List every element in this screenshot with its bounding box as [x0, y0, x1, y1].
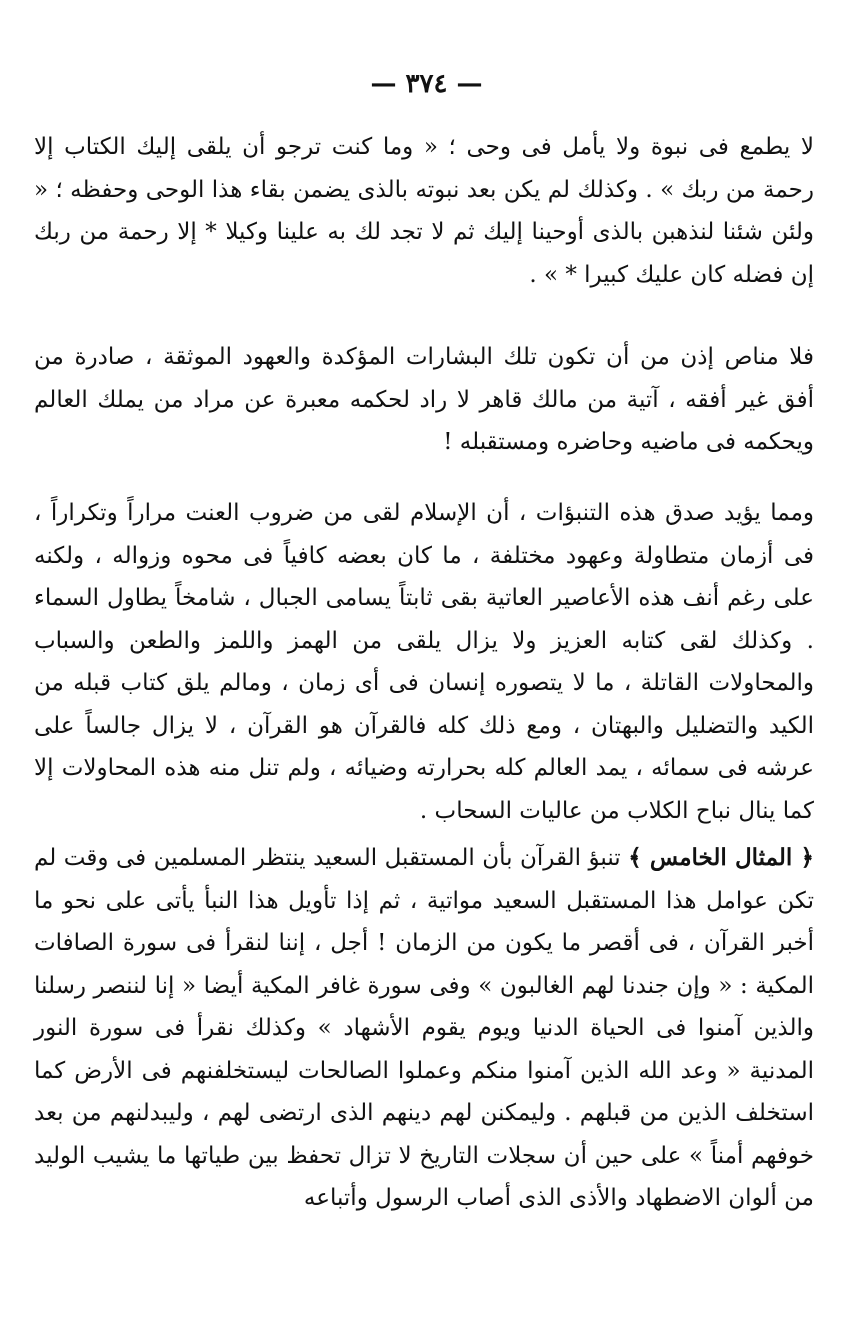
paragraph-1: لا يطمع فى نبوة ولا يأمل فى وحى ؛ « وما كنت ترجو أن يلقى إليك الكتاب إلا رحمة من ربك » . وكذلك لم يكن بعد نبوته بالذى يضمن بقاء هذا الوحى وحفظه ؛ « ولئن شئنا لنذهبن بالذى أوحينا إليك ثم لا تجد لك به علينا وكيلا * إلا رحمة من ربك إن فضله كان عليك كبيرا * » .: [34, 134, 814, 288]
paragraph-2: فلا مناص إذن من أن تكون تلك البشارات المؤكدة والعهود الموثقة ، صادرة من أفق غير أفقه ، آتية من مالك قاهر لا راد لحكمه معبرة عن مراد من يملك العالم ويحكمه فى ماضيه وحاضره ومستقبله !: [34, 344, 814, 455]
paragraph-3: ومما يؤيد صدق هذه التنبؤات ، أن الإسلام لقى من ضروب العنت مراراً وتكراراً ، فى أزمان متطاولة وعهود مختلفة ، ما كان بعضه كافياً فى محوه وزواله ، ولكنه على رغم أنف هذه الأعاصير العاتية بقى ثابتاً يسامى الجبال ، شامخاً يطاول السماء . وكذلك لقى كتابه العزيز ولا يزال يلقى من الهمز واللمز والطعن والسباب والمحاولات القاتلة ، ما لا يتصوره إنسان فى أى زمان ، ومالم يلق كتاب قبله من الكيد والتضليل والبهتان ، ومع ذلك كله فالقرآن هو القرآن ، لا يزال جالساً على عرشه فى سمائه ، يمد العالم كله بحرارته وضيائه ، ولم تنل منه هذه المحاولات إلا كما ينال نباح الكلاب من عاليات السحاب .: [34, 500, 814, 824]
paragraph-4: [34, 837, 814, 1220]
page-number: — ٣٧٤ —: [370, 69, 483, 99]
section-heading: ﴿ المثال الخامس ﴾: [628, 844, 814, 871]
paragraph-4-body: تنبؤ القرآن بأن المستقبل السعيد ينتظر المسلمين فى وقت لم تكن عوامل هذا المستقبل السعيد مواتية ، ثم إذا تأويل هذا النبأ يأتى على نحو ما أخبر القرآن ، فى أقصر ما يكون من الزمان ! أجل ، إننا لنقرأ فى سورة الصافات المكية : « وإن جندنا لهم الغالبون » وفى سورة غافر المكية أيضا « إنا لننصر رسلنا والذين آمنوا فى الحياة الدنيا ويوم يقوم الأشهاد » وكذلك نقرأ فى سورة النور المدنية « وعد الله الذين آمنوا منكم وعملوا الصالحات ليستخلفنهم فى الأرض كما استخلف الذين من قبلهم . وليمكنن لهم دينهم الذى ارتضى لهم ، وليبدلنهم من بعد خوفهم أمناً » على حين أن سجلات التاريخ لا تزال تحفظ بين طياتها ما يشيب الوليد من ألوان الاضطهاد والأذى الذى أصاب الرسول وأتباعه: [34, 845, 815, 1211]
